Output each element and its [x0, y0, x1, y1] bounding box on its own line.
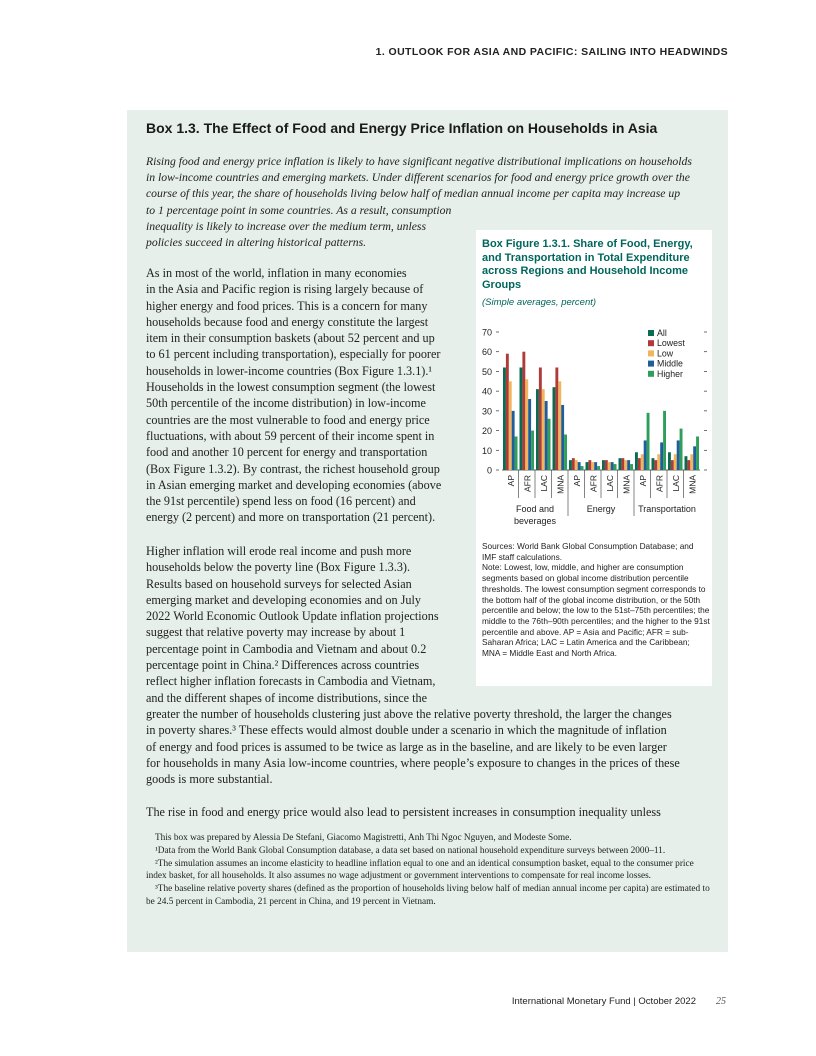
y-tick-label: 60: [481, 347, 492, 358]
text-line: emerging market and developing economies and on July: [146, 592, 421, 607]
body-paragraph-3: [146, 804, 661, 820]
legend-swatch-lowest: [648, 340, 654, 346]
bar-lowest-ap: [506, 354, 509, 470]
text-line: of energy and food prices is assumed to be twice as large as in the baseline, and are likely to be even larger: [146, 739, 667, 754]
text-line: reflect higher inflation forecasts in Cambodia and Vietnam,: [146, 674, 436, 689]
text-line: households because food and energy constitute the largest: [146, 314, 429, 329]
bar-lowest-mna: [555, 367, 558, 470]
text-line: Households in the lowest consumption segment (the lowest: [146, 380, 436, 395]
legend-swatch-higher: [648, 371, 654, 377]
bar-lowest-ap: [638, 458, 641, 470]
footer-org: International Monetary Fund: [511, 996, 631, 1007]
bar-low-ap: [641, 454, 644, 470]
bar-higher-afr: [597, 466, 600, 470]
text-line: and the different shapes of income distributions, since the: [146, 690, 428, 705]
x-tick-label: AFR: [654, 475, 665, 492]
bar-lowest-mna: [687, 460, 690, 470]
box-title: Box 1.3. The Effect of Food and Energy Price Inflation on Households in Asia: [146, 120, 658, 136]
bar-middle-afr: [594, 462, 597, 470]
text-line: households in lower-income countries (Box Figure 1.3.1).¹: [146, 363, 433, 378]
y-tick-label: 40: [481, 386, 492, 397]
text-line: energy (2 percent) and more on transportation (21 percent).: [146, 510, 436, 525]
x-tick-label: MNA: [687, 475, 698, 494]
text-line: item in their consumption baskets (about 52 percent and up: [146, 331, 435, 346]
x-tick-label: AFR: [588, 475, 599, 492]
x-tick-label: AP: [505, 475, 516, 487]
running-head: 1. OUTLOOK FOR ASIA AND PACIFIC: SAILING INTO HEADWINDS: [375, 46, 728, 58]
y-tick-label: 70: [481, 327, 492, 338]
legend-label: Low: [657, 348, 674, 359]
lede-line: in low-income countries and emerging markets. Under different scenarios for food and energy price growth over the: [146, 171, 690, 185]
footnote-2: ²The simulation assumes an income elasticity to headline inflation equal to one and an identical consumption basket, equal to the consumer price index basket, for all households. It also assumes no wage adjustment or government interventions to compensate for real income losses.: [146, 858, 694, 882]
x-tick-label: LAC: [670, 475, 681, 492]
figure-note: Note: Lowest, low, middle, and higher are consumption segments based on global income distribution percentile thresholds. The lowest consumption segment corresponds to the bottom half of the global income distribution, or the 50th percentile and below; the low to the 51st–75th percentiles; the middle to the 76th–90th percentiles; and the higher to the 91st percentile and above. AP = Asia and Pacific; AFR = sub-Saharan Africa; LAC = Latin America and the Caribbean; MNA = Middle East and North Africa.: [482, 562, 710, 659]
text-line: in the Asia and Pacific region is rising largely because of: [146, 282, 424, 297]
bar-lowest-mna: [621, 458, 624, 470]
bar-chart: [476, 318, 712, 536]
text-line: 2022 World Economic Outlook Update inflation projections: [146, 609, 439, 624]
footnotes: [146, 832, 712, 909]
legend-label: Higher: [657, 368, 683, 379]
bar-low-afr: [591, 462, 594, 470]
bar-lowest-lac: [605, 460, 608, 470]
text-line: The rise in food and energy price would also lead to persistent increases in consumption inequality unless: [146, 805, 661, 819]
bar-low-ap: [575, 460, 578, 470]
lede-line: Rising food and energy price inflation is likely to have significant negative distributional implications on households: [146, 155, 692, 168]
y-tick-label: 0: [486, 465, 492, 476]
lede-line: to 1 percentage point in some countries. As a result, consumption: [146, 203, 452, 217]
footnote-1: ¹Data from the World Bank Global Consumption database, a data set based on national household expenditure surveys between 2000–11.: [155, 845, 666, 856]
bar-higher-ap: [515, 436, 518, 470]
x-tick-label: AP: [637, 475, 648, 487]
legend-swatch-low: [648, 350, 654, 356]
text-line: households below the poverty line (Box Figure 1.3.3).: [146, 560, 411, 575]
bar-middle-ap: [578, 462, 581, 470]
x-tick-label: MNA: [621, 475, 632, 494]
bar-higher-afr: [663, 411, 666, 470]
bar-lowest-afr: [522, 352, 525, 470]
page-number: 25: [716, 996, 726, 1007]
text-line: in poverty shares.³ These effects would almost double under a scenario in which the magnitude of inflation: [146, 723, 667, 738]
bar-all-ap: [635, 452, 638, 470]
legend-label: Lowest: [657, 338, 685, 349]
footnote-3: ³The baseline relative poverty shares (defined as the proportion of households living below half of median annual income per capita) are estimated to be 24.5 percent in Cambodia, 21 percent in China, and 19 percent in Vietnam.: [146, 884, 710, 907]
body-paragraph-1: [146, 265, 441, 526]
group-label: Energy: [586, 504, 616, 514]
bar-lowest-ap: [572, 458, 575, 470]
bar-higher-lac: [614, 464, 617, 470]
bar-higher-ap: [647, 413, 650, 470]
text-line: goods is more substantial.: [146, 772, 273, 787]
legend-label: All: [657, 328, 667, 338]
bar-low-lac: [674, 454, 677, 470]
text-line: the 91st percentile) spend less on food (16 percent) and: [146, 494, 416, 509]
legend-swatch-all: [648, 330, 654, 336]
legend-swatch-middle: [648, 361, 654, 367]
lede-line: course of this year, the share of households living below half of median annual income per capita may increase up: [146, 187, 681, 201]
bar-all-afr: [652, 458, 655, 470]
y-tick-label: 10: [481, 445, 492, 456]
legend-label: Middle: [657, 358, 683, 369]
bar-lowest-afr: [654, 460, 657, 470]
bar-higher-lac: [548, 419, 551, 470]
text-line: food and another 10 percent for energy and transportation: [146, 445, 428, 460]
bar-all-afr: [520, 367, 523, 470]
text-line: As in most of the world, inflation in many economies: [146, 266, 407, 280]
bar-all-lac: [536, 389, 539, 470]
group-label: Food and: [515, 504, 555, 514]
figure-title: Box Figure 1.3.1. Share of Food, Energy, and Transportation in Total Expenditure across Regions and Household Income Groups: [482, 238, 693, 291]
bar-middle-lac: [677, 440, 680, 470]
figure-sources: Sources: World Bank Global Consumption Database; and IMF staff calculations.: [482, 541, 694, 562]
y-tick-label: 50: [481, 366, 492, 377]
bar-lowest-lac: [671, 460, 674, 470]
text-line: Higher inflation will erode real income and push more: [146, 544, 412, 558]
y-tick-label: 20: [481, 426, 492, 437]
bar-all-mna: [553, 387, 556, 470]
bar-middle-mna: [561, 405, 564, 470]
bar-higher-mna: [630, 464, 633, 470]
x-tick-label: MNA: [555, 475, 566, 494]
bar-low-lac: [542, 389, 545, 470]
text-line: suggest that relative poverty may increase by about 1: [146, 625, 406, 640]
text-line: Results based on household surveys for selected Asian: [146, 576, 412, 591]
text-line: in Asian emerging market and developing economies (above: [146, 477, 442, 492]
text-line: fluctuations, with about 59 percent of their income spent in: [146, 428, 435, 443]
figure-subtitle: (Simple averages, percent): [482, 297, 597, 308]
bar-low-mna: [624, 460, 627, 470]
bar-higher-mna: [696, 436, 699, 470]
text-line: to 61 percent including transportation), especially for poorer: [146, 347, 441, 362]
text-line: for households in many Asia low-income countries, where people’s exposure to changes in the prices of these: [146, 755, 680, 770]
bar-all-mna: [619, 458, 622, 470]
bar-all-ap: [569, 460, 572, 470]
bar-higher-afr: [531, 431, 534, 470]
bar-low-mna: [690, 454, 693, 470]
footnote-credit: This box was prepared by Alessia De Stefani, Giacomo Magistretti, Anh Thi Ngoc Nguyen, and Modeste Some.: [155, 833, 572, 843]
bar-middle-ap: [644, 440, 647, 470]
x-tick-label: AP: [571, 475, 582, 487]
text-line: 50th percentile of the income distribution) in low-income: [146, 396, 426, 411]
bar-low-ap: [509, 381, 512, 470]
lede-line: inequality is likely to increase over the medium term, unless: [146, 219, 426, 233]
lede-line: policies succeed in altering historical patterns.: [146, 236, 367, 250]
bar-middle-afr: [528, 399, 531, 470]
bar-higher-lac: [680, 429, 683, 470]
bar-middle-lac: [611, 462, 614, 470]
bar-all-afr: [586, 462, 589, 470]
figure-notes: [482, 541, 710, 659]
group-label-continued: beverages: [513, 516, 557, 526]
bar-higher-mna: [564, 435, 567, 470]
text-line: countries are the most vulnerable to food and energy price: [146, 412, 430, 427]
text-line: greater the number of households clustering just above the relative poverty threshold, the larger the changes: [146, 706, 672, 721]
x-tick-label: LAC: [538, 475, 549, 492]
bar-middle-lac: [545, 401, 548, 470]
bar-lowest-lac: [539, 367, 542, 470]
bar-low-lac: [608, 462, 611, 470]
bar-middle-ap: [512, 411, 515, 470]
bar-middle-mna: [627, 460, 630, 470]
text-line: percentage point in China.² Differences across countries: [146, 658, 420, 673]
bar-all-lac: [668, 452, 671, 470]
bar-higher-ap: [581, 466, 584, 470]
bar-low-mna: [558, 381, 561, 470]
text-line: higher energy and food prices. This is a concern for many: [146, 298, 428, 313]
x-tick-label: AFR: [522, 475, 533, 492]
group-label: Transportation: [638, 504, 696, 514]
y-tick-label: 30: [481, 406, 492, 417]
bar-middle-afr: [660, 442, 663, 470]
text-line: (Box Figure 1.3.2). By contrast, the richest household group: [146, 461, 440, 476]
bar-all-mna: [685, 456, 688, 470]
bar-lowest-afr: [588, 460, 591, 470]
footer-date: October 2022: [638, 996, 696, 1007]
page-footer: International Monetary Fund | October 2022 25: [511, 996, 726, 1007]
x-tick-label: LAC: [604, 475, 615, 492]
bar-all-ap: [503, 367, 506, 470]
bar-middle-mna: [693, 446, 696, 470]
bar-low-afr: [657, 454, 660, 470]
bar-all-lac: [602, 460, 605, 470]
bar-low-afr: [525, 379, 528, 470]
text-line: percentage point in Cambodia and Vietnam and about 0.2: [146, 641, 427, 656]
